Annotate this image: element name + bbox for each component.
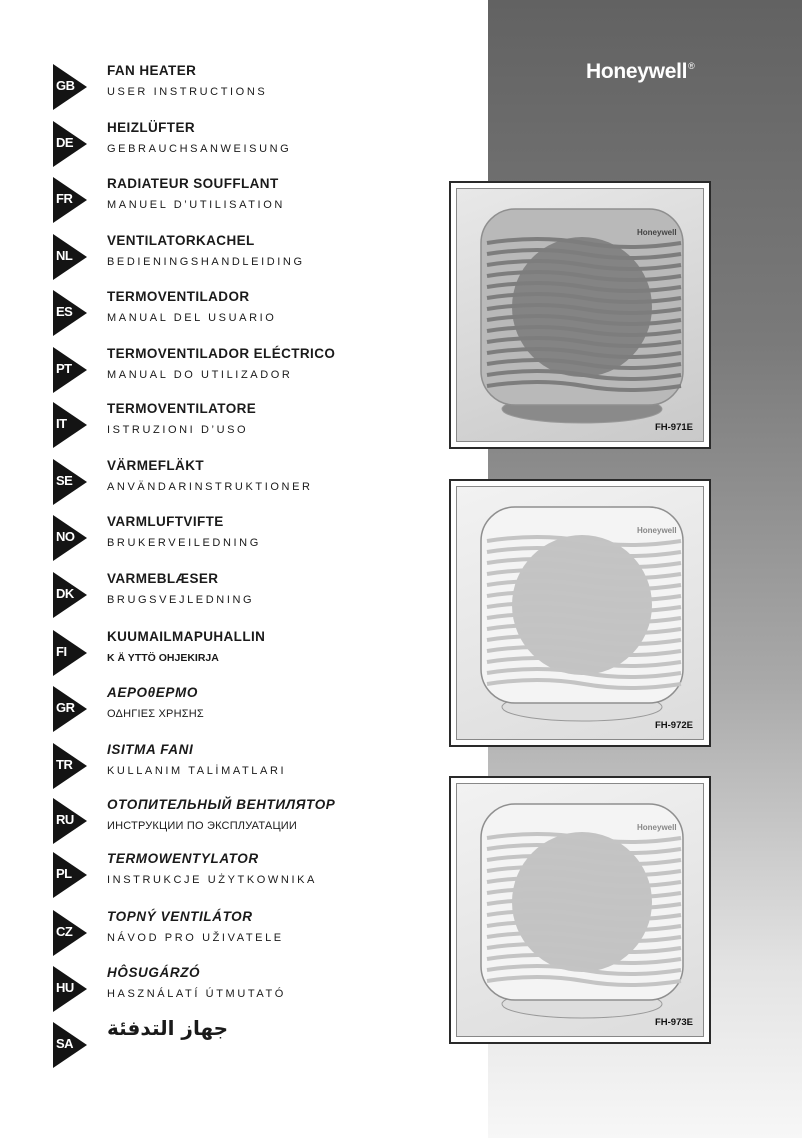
language-entry-fi — [0, 630, 460, 682]
language-subtitle: ANVÄNDARINSTRUKTIONER — [107, 481, 313, 493]
language-code: SA — [56, 1036, 74, 1051]
language-entry-es — [0, 290, 460, 342]
product-photo-frame — [449, 776, 711, 1044]
fan-heater-illustration — [469, 790, 695, 1026]
language-subtitle: BRUKERVEILEDNING — [107, 537, 261, 549]
svg-text:Honeywell: Honeywell — [637, 526, 677, 535]
language-code: HU — [56, 980, 74, 995]
language-subtitle: ΟΔΗΓΙΕΣ ΧΡΗΣΗΣ — [107, 708, 204, 720]
language-title: VARMLUFTVIFTE — [107, 514, 224, 529]
language-code: ES — [56, 304, 73, 319]
language-title: TERMOVENTILADOR — [107, 289, 250, 304]
language-code: GB — [56, 78, 75, 93]
language-entry-dk — [0, 572, 460, 624]
language-title: ISITMA FANI — [107, 742, 194, 757]
model-label: FH-972E — [654, 720, 693, 731]
language-subtitle: ISTRUZIONI D’USO — [107, 424, 249, 436]
language-title: HÔSUGÁRZÓ — [107, 965, 201, 980]
language-title: VARMEBLÆSER — [107, 571, 219, 586]
product-photo — [456, 486, 704, 740]
language-title: ОТОПИТЕЛЬНЫЙ ВЕНТИЛЯТОР — [107, 797, 336, 812]
svg-text:Honeywell: Honeywell — [637, 823, 677, 832]
fan-heater-illustration — [469, 493, 695, 729]
language-subtitle: HASZNÁLATÍ ÚTMUTATÓ — [107, 988, 286, 1000]
language-code: RU — [56, 812, 74, 827]
language-code: PL — [56, 866, 72, 881]
language-subtitle: KULLANIM TALİMATLARI — [107, 765, 287, 777]
language-subtitle: INSTRUKCJE UŻYTKOWNIKA — [107, 874, 317, 886]
product-photo — [456, 783, 704, 1037]
language-subtitle: MANUAL DEL USUARIO — [107, 312, 277, 324]
language-entry-it — [0, 402, 460, 454]
language-code: FR — [56, 191, 73, 206]
language-code: GR — [56, 700, 75, 715]
language-subtitle: MANUEL D’UTILISATION — [107, 199, 285, 211]
language-title: TERMOWENTYLATOR — [107, 851, 259, 866]
product-photo-frame — [449, 181, 711, 449]
brand-name: Honeywell — [586, 60, 688, 83]
language-subtitle: ИНСТРУКЦИИ ПО ЭКСПЛУАТАЦИИ — [107, 820, 297, 832]
language-subtitle: BRUGSVEJLEDNING — [107, 594, 255, 606]
model-label: FH-973E — [654, 1017, 693, 1028]
language-code: NO — [56, 529, 75, 544]
language-title: VÄRMEFLÄKT — [107, 458, 204, 473]
language-entry-no — [0, 515, 460, 567]
language-code: PT — [56, 361, 72, 376]
language-entry-sa — [0, 1016, 460, 1074]
language-title: VENTILATORKACHEL — [107, 233, 255, 248]
registered-mark: ® — [688, 61, 695, 71]
language-entry-tr — [0, 743, 460, 795]
brand-logo — [586, 60, 695, 84]
language-entry-cz — [0, 910, 460, 962]
language-code: DE — [56, 135, 74, 150]
language-entry-gb — [0, 64, 460, 116]
language-title: RADIATEUR SOUFFLANT — [107, 176, 279, 191]
language-subtitle: K Ä YTTÖ OHJEKIRJA — [107, 652, 219, 664]
language-subtitle: BEDIENINGSHANDLEIDING — [107, 256, 305, 268]
language-code: NL — [56, 248, 73, 263]
language-entry-pl — [0, 852, 460, 904]
svg-text:Honeywell: Honeywell — [637, 228, 677, 237]
language-title: HEIZLÜFTER — [107, 120, 195, 135]
fan-heater-illustration — [469, 195, 695, 431]
language-code: FI — [56, 644, 67, 659]
model-label: FH-971E — [654, 422, 693, 433]
language-subtitle: GEBRAUCHSANWEISUNG — [107, 143, 292, 155]
language-title: TERMOVENTILATORE — [107, 401, 257, 416]
language-entry-hu — [0, 966, 460, 1018]
language-entry-pt — [0, 347, 460, 399]
language-entry-nl — [0, 234, 460, 286]
language-entry-se — [0, 459, 460, 511]
language-title: جهاز التدفئة — [107, 1016, 229, 1040]
language-code: CZ — [56, 924, 73, 939]
language-entry-de — [0, 121, 460, 173]
language-subtitle: MANUAL DO UTILIZADOR — [107, 369, 293, 381]
language-entry-gr — [0, 686, 460, 738]
language-title: TOPNÝ VENTILÁTOR — [107, 909, 253, 924]
language-subtitle: USER INSTRUCTIONS — [107, 86, 268, 98]
language-code: IT — [56, 416, 67, 431]
language-code: DK — [56, 586, 74, 601]
product-photo — [456, 188, 704, 442]
language-title: ΑΕΡΟθΕΡΜΟ — [107, 685, 198, 700]
language-title: TERMOVENTILADOR ELÉCTRICO — [107, 346, 336, 361]
language-entry-fr — [0, 177, 460, 229]
language-title: KUUMAILMAPUHALLIN — [107, 629, 266, 644]
language-code: TR — [56, 757, 73, 772]
language-title: FAN HEATER — [107, 63, 197, 78]
language-entry-ru — [0, 798, 460, 850]
language-code: SE — [56, 473, 73, 488]
language-subtitle: NÁVOD PRO UŽIVATELE — [107, 932, 284, 944]
product-photo-frame — [449, 479, 711, 747]
